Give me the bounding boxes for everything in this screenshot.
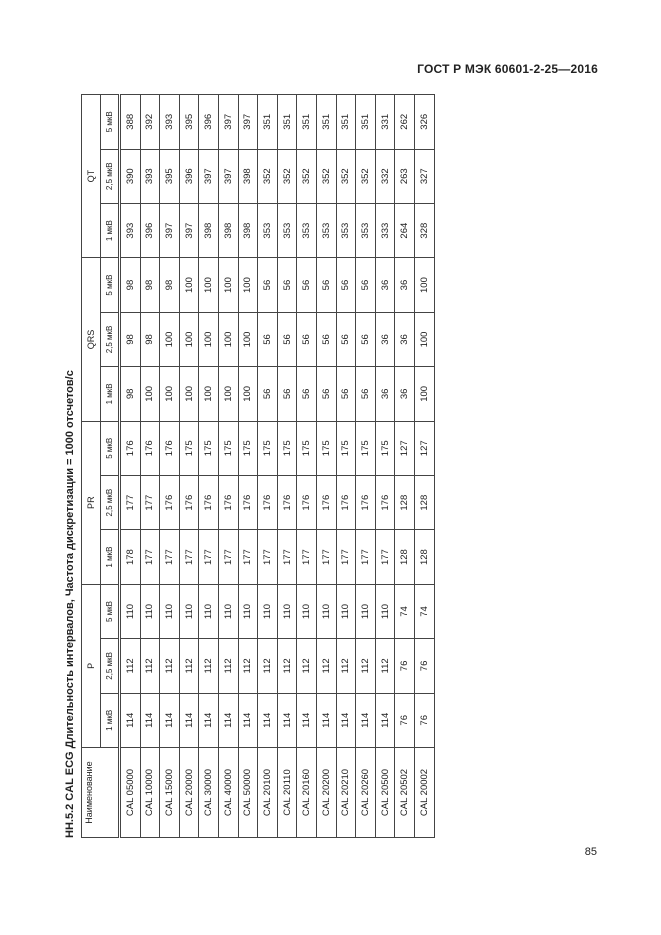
document-standard-header: ГОСТ Р МЭК 60601-2-25—2016 xyxy=(417,62,598,76)
value-cell: 56 xyxy=(258,312,278,366)
value-cell: 112 xyxy=(199,639,219,693)
value-cell: 398 xyxy=(218,203,238,257)
group-header-p: P xyxy=(82,584,101,747)
value-cell: 56 xyxy=(316,312,336,366)
value-cell: 353 xyxy=(258,203,278,257)
value-cell: 177 xyxy=(258,530,278,584)
value-cell: 177 xyxy=(140,475,160,529)
value-cell: 352 xyxy=(356,149,376,203)
value-cell: 110 xyxy=(336,584,356,638)
value-cell: 397 xyxy=(218,149,238,203)
value-cell: 262 xyxy=(395,95,415,150)
value-cell: 127 xyxy=(395,421,415,475)
value-cell: 177 xyxy=(120,475,141,529)
amplitude-subheader: 2,5 мкВ xyxy=(101,312,120,366)
value-cell: 398 xyxy=(238,149,258,203)
value-cell: 112 xyxy=(140,639,160,693)
amplitude-subheader: 5 мкВ xyxy=(101,95,120,150)
table-row xyxy=(238,95,258,838)
value-cell: 393 xyxy=(160,95,180,150)
value-cell: 352 xyxy=(316,149,336,203)
value-cell: 332 xyxy=(375,149,395,203)
table-body xyxy=(120,95,435,838)
value-cell: 397 xyxy=(179,203,199,257)
value-cell: 175 xyxy=(277,421,297,475)
table-row xyxy=(395,95,415,838)
name-column-header: Наименование xyxy=(82,748,120,838)
value-cell: 36 xyxy=(395,367,415,421)
row-name-cell: CAL 20210 xyxy=(336,748,356,838)
value-cell: 175 xyxy=(356,421,376,475)
value-cell: 114 xyxy=(140,693,160,747)
value-cell: 98 xyxy=(120,367,141,421)
value-cell: 351 xyxy=(277,95,297,150)
value-cell: 114 xyxy=(199,693,219,747)
value-cell: 176 xyxy=(140,421,160,475)
value-cell: 175 xyxy=(179,421,199,475)
table-header-row-groups xyxy=(82,95,101,838)
amplitude-subheader: 1 мкВ xyxy=(101,530,120,584)
value-cell: 112 xyxy=(375,639,395,693)
value-cell: 36 xyxy=(375,367,395,421)
value-cell: 98 xyxy=(160,258,180,312)
value-cell: 395 xyxy=(160,149,180,203)
value-cell: 56 xyxy=(316,258,336,312)
value-cell: 177 xyxy=(356,530,376,584)
value-cell: 110 xyxy=(375,584,395,638)
value-cell: 264 xyxy=(395,203,415,257)
value-cell: 176 xyxy=(179,475,199,529)
value-cell: 112 xyxy=(120,639,141,693)
row-name-cell: CAL 10000 xyxy=(140,748,160,838)
value-cell: 177 xyxy=(297,530,317,584)
value-cell: 56 xyxy=(297,258,317,312)
row-name-cell: CAL 20100 xyxy=(258,748,278,838)
value-cell: 100 xyxy=(160,367,180,421)
value-cell: 100 xyxy=(238,367,258,421)
value-cell: 177 xyxy=(336,530,356,584)
value-cell: 100 xyxy=(199,312,219,366)
value-cell: 396 xyxy=(179,149,199,203)
value-cell: 100 xyxy=(199,367,219,421)
value-cell: 56 xyxy=(356,367,376,421)
value-cell: 127 xyxy=(414,421,434,475)
value-cell: 112 xyxy=(316,639,336,693)
value-cell: 128 xyxy=(414,475,434,529)
value-cell: 175 xyxy=(238,421,258,475)
value-cell: 112 xyxy=(277,639,297,693)
value-cell: 110 xyxy=(238,584,258,638)
value-cell: 114 xyxy=(258,693,278,747)
value-cell: 393 xyxy=(120,203,141,257)
row-name-cell: CAL 20260 xyxy=(356,748,376,838)
amplitude-subheader: 2,5 мкВ xyxy=(101,639,120,693)
row-name-cell: CAL 50000 xyxy=(238,748,258,838)
value-cell: 110 xyxy=(218,584,238,638)
value-cell: 36 xyxy=(375,312,395,366)
value-cell: 175 xyxy=(316,421,336,475)
value-cell: 56 xyxy=(258,367,278,421)
value-cell: 114 xyxy=(179,693,199,747)
table-row xyxy=(356,95,376,838)
value-cell: 98 xyxy=(120,312,141,366)
group-header-qt: QT xyxy=(82,95,101,258)
table-row xyxy=(120,95,141,838)
value-cell: 100 xyxy=(218,312,238,366)
value-cell: 110 xyxy=(277,584,297,638)
value-cell: 177 xyxy=(316,530,336,584)
row-name-cell: CAL 05000 xyxy=(120,748,141,838)
amplitude-subheader: 5 мкВ xyxy=(101,584,120,638)
value-cell: 112 xyxy=(160,639,180,693)
table-title: НН.5.2 CAL ECG Длительность интервалов, Частота дискретизации = 1000 отсчетов/с xyxy=(64,370,76,838)
value-cell: 175 xyxy=(218,421,238,475)
value-cell: 177 xyxy=(218,530,238,584)
table-row xyxy=(179,95,199,838)
value-cell: 98 xyxy=(140,312,160,366)
value-cell: 76 xyxy=(395,639,415,693)
value-cell: 352 xyxy=(258,149,278,203)
amplitude-subheader: 2,5 мкВ xyxy=(101,149,120,203)
page-number: 85 xyxy=(584,846,597,858)
value-cell: 353 xyxy=(297,203,317,257)
value-cell: 176 xyxy=(120,421,141,475)
value-cell: 110 xyxy=(160,584,180,638)
value-cell: 175 xyxy=(297,421,317,475)
value-cell: 326 xyxy=(414,95,434,150)
value-cell: 177 xyxy=(277,530,297,584)
value-cell: 100 xyxy=(238,258,258,312)
value-cell: 100 xyxy=(218,258,238,312)
value-cell: 395 xyxy=(179,95,199,150)
amplitude-subheader: 1 мкВ xyxy=(101,367,120,421)
value-cell: 178 xyxy=(120,530,141,584)
value-cell: 114 xyxy=(218,693,238,747)
value-cell: 176 xyxy=(238,475,258,529)
row-name-cell: CAL 15000 xyxy=(160,748,180,838)
row-name-cell: CAL 20502 xyxy=(395,748,415,838)
value-cell: 112 xyxy=(218,639,238,693)
interval-table xyxy=(81,94,435,838)
table-row xyxy=(277,95,297,838)
value-cell: 56 xyxy=(258,258,278,312)
value-cell: 351 xyxy=(258,95,278,150)
value-cell: 112 xyxy=(238,639,258,693)
value-cell: 56 xyxy=(277,258,297,312)
value-cell: 176 xyxy=(160,475,180,529)
value-cell: 110 xyxy=(356,584,376,638)
value-cell: 56 xyxy=(336,312,356,366)
value-cell: 176 xyxy=(336,475,356,529)
value-cell: 36 xyxy=(395,312,415,366)
group-header-qrs: QRS xyxy=(82,258,101,421)
value-cell: 110 xyxy=(258,584,278,638)
value-cell: 352 xyxy=(336,149,356,203)
value-cell: 176 xyxy=(199,475,219,529)
value-cell: 76 xyxy=(414,693,434,747)
value-cell: 110 xyxy=(199,584,219,638)
value-cell: 176 xyxy=(316,475,336,529)
value-cell: 56 xyxy=(316,367,336,421)
table-row xyxy=(297,95,317,838)
value-cell: 176 xyxy=(356,475,376,529)
value-cell: 100 xyxy=(179,312,199,366)
table-row xyxy=(218,95,238,838)
value-cell: 74 xyxy=(395,584,415,638)
value-cell: 175 xyxy=(336,421,356,475)
value-cell: 398 xyxy=(199,203,219,257)
value-cell: 110 xyxy=(297,584,317,638)
value-cell: 100 xyxy=(238,312,258,366)
amplitude-subheader: 5 мкВ xyxy=(101,421,120,475)
table-header-row-amplitudes xyxy=(101,95,120,838)
value-cell: 176 xyxy=(160,421,180,475)
value-cell: 177 xyxy=(375,530,395,584)
value-cell: 98 xyxy=(140,258,160,312)
value-cell: 397 xyxy=(199,149,219,203)
value-cell: 396 xyxy=(140,203,160,257)
row-name-cell: CAL 20500 xyxy=(375,748,395,838)
value-cell: 112 xyxy=(258,639,278,693)
value-cell: 398 xyxy=(238,203,258,257)
value-cell: 128 xyxy=(395,530,415,584)
value-cell: 36 xyxy=(395,258,415,312)
value-cell: 56 xyxy=(336,367,356,421)
value-cell: 176 xyxy=(218,475,238,529)
row-name-cell: CAL 20000 xyxy=(179,748,199,838)
value-cell: 56 xyxy=(356,258,376,312)
value-cell: 176 xyxy=(375,475,395,529)
value-cell: 176 xyxy=(258,475,278,529)
value-cell: 392 xyxy=(140,95,160,150)
value-cell: 76 xyxy=(395,693,415,747)
table-row xyxy=(140,95,160,838)
value-cell: 56 xyxy=(277,367,297,421)
value-cell: 100 xyxy=(414,312,434,366)
value-cell: 353 xyxy=(336,203,356,257)
group-header-pr: PR xyxy=(82,421,101,584)
value-cell: 56 xyxy=(336,258,356,312)
rotated-table-block xyxy=(61,94,438,838)
value-cell: 76 xyxy=(414,639,434,693)
value-cell: 56 xyxy=(356,312,376,366)
value-cell: 327 xyxy=(414,149,434,203)
value-cell: 36 xyxy=(375,258,395,312)
value-cell: 177 xyxy=(238,530,258,584)
value-cell: 114 xyxy=(238,693,258,747)
value-cell: 114 xyxy=(336,693,356,747)
row-name-cell: CAL 20160 xyxy=(297,748,317,838)
value-cell: 175 xyxy=(258,421,278,475)
value-cell: 100 xyxy=(199,258,219,312)
amplitude-subheader: 1 мкВ xyxy=(101,203,120,257)
value-cell: 112 xyxy=(336,639,356,693)
value-cell: 177 xyxy=(179,530,199,584)
value-cell: 351 xyxy=(316,95,336,150)
value-cell: 352 xyxy=(297,149,317,203)
value-cell: 176 xyxy=(277,475,297,529)
value-cell: 128 xyxy=(414,530,434,584)
value-cell: 388 xyxy=(120,95,141,150)
value-cell: 110 xyxy=(179,584,199,638)
value-cell: 390 xyxy=(120,149,141,203)
value-cell: 177 xyxy=(160,530,180,584)
value-cell: 56 xyxy=(277,312,297,366)
value-cell: 393 xyxy=(140,149,160,203)
table-row xyxy=(316,95,336,838)
value-cell: 397 xyxy=(160,203,180,257)
table-row xyxy=(160,95,180,838)
value-cell: 110 xyxy=(316,584,336,638)
value-cell: 56 xyxy=(297,312,317,366)
value-cell: 331 xyxy=(375,95,395,150)
value-cell: 114 xyxy=(375,693,395,747)
value-cell: 112 xyxy=(356,639,376,693)
value-cell: 100 xyxy=(218,367,238,421)
value-cell: 353 xyxy=(356,203,376,257)
value-cell: 175 xyxy=(375,421,395,475)
value-cell: 100 xyxy=(160,312,180,366)
value-cell: 263 xyxy=(395,149,415,203)
row-name-cell: CAL 40000 xyxy=(218,748,238,838)
value-cell: 114 xyxy=(277,693,297,747)
value-cell: 396 xyxy=(199,95,219,150)
value-cell: 100 xyxy=(414,367,434,421)
value-cell: 353 xyxy=(277,203,297,257)
value-cell: 177 xyxy=(199,530,219,584)
table-row xyxy=(258,95,278,838)
value-cell: 177 xyxy=(140,530,160,584)
value-cell: 128 xyxy=(395,475,415,529)
value-cell: 397 xyxy=(218,95,238,150)
value-cell: 353 xyxy=(316,203,336,257)
value-cell: 98 xyxy=(120,258,141,312)
value-cell: 110 xyxy=(120,584,141,638)
value-cell: 114 xyxy=(120,693,141,747)
value-cell: 352 xyxy=(277,149,297,203)
amplitude-subheader: 1 мкВ xyxy=(101,693,120,747)
value-cell: 110 xyxy=(140,584,160,638)
table-row xyxy=(414,95,434,838)
value-cell: 175 xyxy=(199,421,219,475)
value-cell: 114 xyxy=(297,693,317,747)
value-cell: 56 xyxy=(297,367,317,421)
value-cell: 351 xyxy=(356,95,376,150)
row-name-cell: CAL 20110 xyxy=(277,748,297,838)
value-cell: 351 xyxy=(336,95,356,150)
value-cell: 100 xyxy=(179,258,199,312)
amplitude-subheader: 5 мкВ xyxy=(101,258,120,312)
value-cell: 328 xyxy=(414,203,434,257)
value-cell: 114 xyxy=(356,693,376,747)
value-cell: 114 xyxy=(160,693,180,747)
row-name-cell: CAL 20200 xyxy=(316,748,336,838)
table-row xyxy=(336,95,356,838)
table-row xyxy=(199,95,219,838)
row-name-cell: CAL 20002 xyxy=(414,748,434,838)
value-cell: 397 xyxy=(238,95,258,150)
value-cell: 74 xyxy=(414,584,434,638)
value-cell: 114 xyxy=(316,693,336,747)
value-cell: 100 xyxy=(140,367,160,421)
value-cell: 100 xyxy=(179,367,199,421)
value-cell: 112 xyxy=(179,639,199,693)
value-cell: 333 xyxy=(375,203,395,257)
value-cell: 351 xyxy=(297,95,317,150)
value-cell: 100 xyxy=(414,258,434,312)
table-row xyxy=(375,95,395,838)
amplitude-subheader: 2,5 мкВ xyxy=(101,475,120,529)
value-cell: 112 xyxy=(297,639,317,693)
value-cell: 176 xyxy=(297,475,317,529)
row-name-cell: CAL 30000 xyxy=(199,748,219,838)
